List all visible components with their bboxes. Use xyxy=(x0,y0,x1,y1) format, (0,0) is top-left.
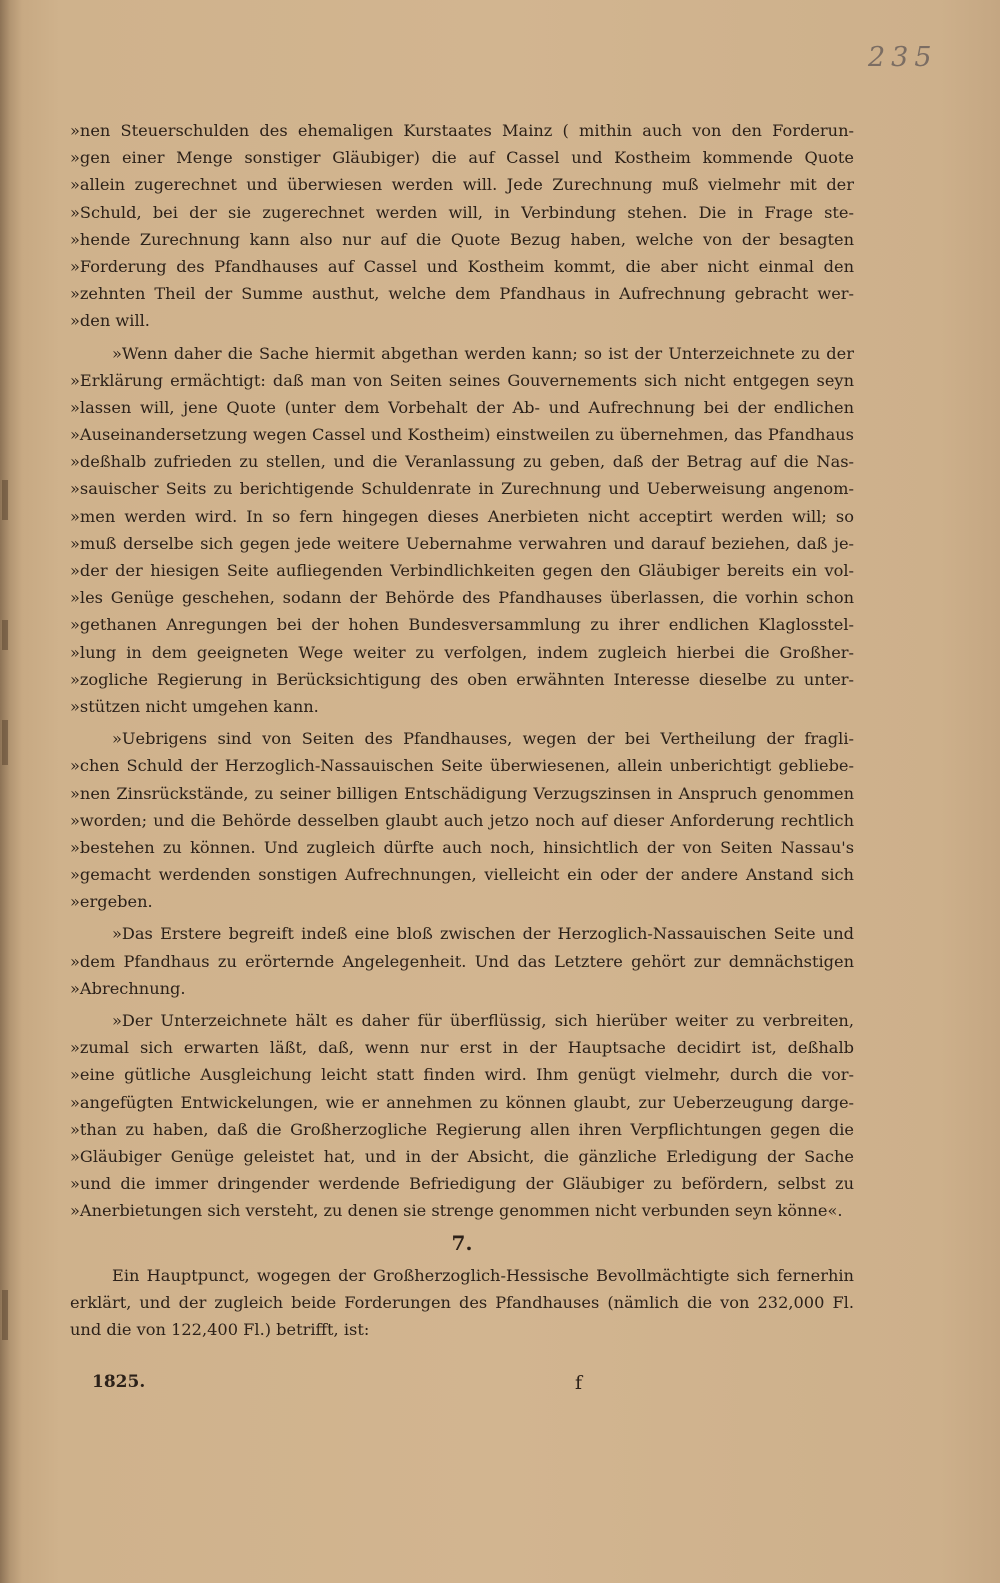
paragraph xyxy=(70,725,854,915)
text-line: »den will. xyxy=(70,311,150,331)
paragraph xyxy=(70,340,854,721)
text-line: »Wenn daher die Sache hiermit abgethan werden kann; so ist der Unterzeichnete zu der xyxy=(112,343,854,363)
text-line: »lung in dem geeigneten Wege weiter zu verfolgen, indem zugleich hierbei die Großher- xyxy=(70,642,854,662)
text-line: »Der Unterzeichnete hält es daher für überflüssig, sich hierüber weiter zu verbreiten, xyxy=(112,1011,854,1030)
text-line: »angefügten Entwickelungen, wie er annehmen zu können glaubt, zur Ueberzeugung darge- xyxy=(70,1092,854,1112)
paragraph xyxy=(70,920,854,1002)
paragraph xyxy=(70,1262,854,1344)
text-line: »nen Steuerschulden des ehemaligen Kurstaates Mainz ( mithin auch von den Forderun- xyxy=(70,121,854,140)
binding-edge-mark xyxy=(2,620,8,650)
text-line: »Uebrigens sind von Seiten des Pfandhauses, wegen der bei Vertheilung der fragli- xyxy=(112,729,854,749)
text-line: »Das Erstere begreift indeß eine bloß zwischen der Herzoglich-Nassauischen Seite und xyxy=(112,924,854,944)
text-line: »bestehen zu können. Und zugleich dürfte auch noch, hinsichtlich der von Seiten Nassau's xyxy=(70,837,854,857)
page-number: 235 xyxy=(868,42,938,73)
text-line: »deßhalb zufrieden zu stellen, und die Veranlassung zu geben, daß der Betrag auf die Nas- xyxy=(70,452,854,472)
text-line: »stützen nicht umgehen kann. xyxy=(70,696,319,716)
text-line: »men werden wird. In so fern hingegen dieses Anerbieten nicht acceptirt werden will; so xyxy=(70,506,854,526)
text-line: »dem Pfandhaus zu erörternde Angelegenheit. Und das Letztere gehört zur demnächstigen xyxy=(70,951,854,971)
text-line: »der der hiesigen Seite aufliegenden Verbindlichkeiten gegen den Gläubiger bereits ein vol- xyxy=(70,561,854,580)
text-line: »Auseinandersetzung wegen Cassel und Kostheim) einstweilen zu übernehmen, das Pfandhaus xyxy=(70,425,854,445)
text-line: »zogliche Regierung in Berücksichtigung des oben erwähnten Interesse dieselbe zu unter- xyxy=(70,669,854,689)
text-line: »Schuld, bei der sie zugerechnet werden will, in Verbindung stehen. Die in Frage ste- xyxy=(70,202,854,222)
text-line: »than zu haben, daß die Großherzogliche Regierung allen ihren Verpflichtungen gegen die xyxy=(70,1119,854,1139)
text-line: Ein Hauptpunct, wogegen der Großherzoglich-Hessische Bevollmächtigte sich fernerhin xyxy=(112,1265,854,1285)
text-line: »sauischer Seits zu berichtigende Schuldenrate in Zurechnung und Ueberweisung angenom- xyxy=(70,479,854,499)
section-number: 7. xyxy=(451,1230,473,1255)
text-line: »gemacht werdenden sonstigen Aufrechnungen, vielleicht ein oder der andere Anstand sich xyxy=(70,865,854,885)
binding-edge-mark xyxy=(2,480,8,520)
text-line: »hende Zurechnung kann also nur auf die Quote Bezug haben, welche von der besagten xyxy=(70,229,854,249)
text-line: »zumal sich erwarten läßt, daß, wenn nur erst in der Hauptsache decidirt ist, deßhalb xyxy=(70,1038,854,1058)
text-line: »Anerbietungen sich versteht, zu denen sie strenge genommen nicht verbunden seyn könne«. xyxy=(70,1201,843,1221)
binding-edge-mark xyxy=(2,1290,8,1340)
text-line: »les Genüge geschehen, sodann der Behörde des Pfandhauses überlassen, die vorhin schon xyxy=(70,588,854,608)
text-line: »chen Schuld der Herzoglich-Nassauischen Seite überwiesenen, allein unberichtigt gebliebe- xyxy=(70,756,854,776)
body-text xyxy=(70,117,854,1348)
text-line: »Forderung des Pfandhauses auf Cassel und Kostheim kommt, die aber nicht einmal den xyxy=(70,256,854,276)
text-line: »Abrechnung. xyxy=(70,978,186,998)
text-line: »gen einer Menge sonstiger Gläubiger) die auf Cassel und Kostheim kommende Quote xyxy=(70,148,854,168)
text-line: »zehnten Theil der Summe austhut, welche dem Pfandhaus in Aufrechnung gebracht wer- xyxy=(70,284,854,304)
text-line: erklärt, und der zugleich beide Forderungen des Pfandhauses (nämlich die von 232,000 Fl. xyxy=(70,1292,854,1312)
text-line: »eine gütliche Ausgleichung leicht statt finden wird. Ihm genügt vielmehr, durch die vor- xyxy=(70,1065,854,1085)
text-line: »worden; und die Behörde desselben glaubt auch jetzo noch auf dieser Anforderung rechtlich xyxy=(70,810,854,830)
paragraph xyxy=(70,1007,854,1225)
text-line: »Gläubiger Genüge geleistet hat, und in der Absicht, die gänzliche Erledigung der Sache xyxy=(70,1146,854,1166)
text-line: und die von 122,400 Fl.) betrifft, ist: xyxy=(70,1319,370,1339)
text-line: »ergeben. xyxy=(70,892,153,912)
text-line: »gethanen Anregungen bei der hohen Bundesversammlung zu ihrer endlichen Klaglosstel- xyxy=(70,615,854,635)
text-line: »und die immer dringender werdende Befriedigung der Gläubiger zu befördern, selbst zu xyxy=(70,1174,854,1194)
text-line: »nen Zinsrückstände, zu seiner billigen Entschädigung Verzugszinsen in Anspruch genommen xyxy=(70,783,854,803)
text-line: »lassen will, jene Quote (unter dem Vorbehalt der Ab- und Aufrechnung bei der endlichen xyxy=(70,397,854,417)
binding-edge-mark xyxy=(2,720,8,765)
text-line: »Erklärung ermächtigt: daß man von Seiten seines Gouvernements sich nicht entgegen seyn xyxy=(70,370,854,390)
text-line: »muß derselbe sich gegen jede weitere Uebernahme verwahren und darauf beziehen, daß je- xyxy=(70,533,854,553)
footer-year: 1825. xyxy=(92,1372,146,1392)
paragraph xyxy=(70,117,854,335)
text-line: »allein zugerechnet und überwiesen werden will. Jede Zurechnung muß vielmehr mit der xyxy=(70,175,854,195)
signature-mark: f xyxy=(575,1372,583,1394)
